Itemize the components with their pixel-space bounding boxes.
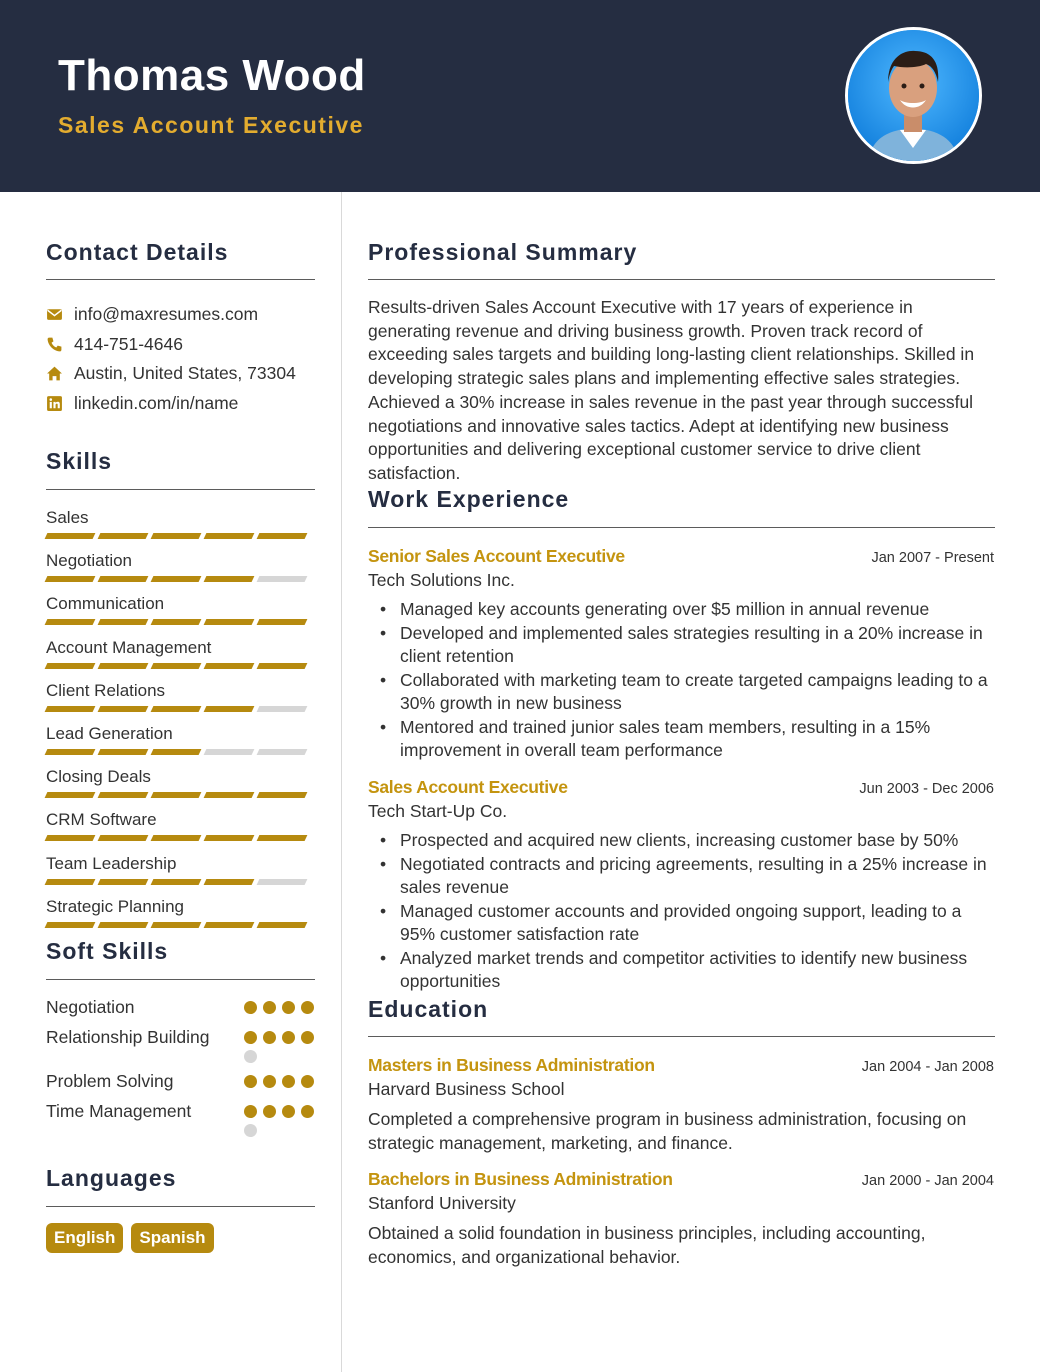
soft-skill-item — [46, 996, 316, 1019]
skill-item — [46, 852, 316, 895]
job-entry — [368, 776, 994, 994]
soft-skills-list — [46, 996, 316, 1144]
column-divider — [341, 192, 342, 1372]
skill-level-segment — [45, 749, 96, 755]
skill-label: Team Leadership — [46, 853, 177, 873]
rating-dot — [244, 1050, 257, 1063]
rating-dot — [263, 1105, 276, 1118]
skill-level-segment — [98, 749, 149, 755]
skill-level-bar — [46, 706, 316, 712]
skill-level-segment — [45, 922, 96, 928]
skill-level-segment — [204, 576, 255, 582]
candidate-title: Sales Account Executive — [58, 112, 364, 138]
skill-label: Lead Generation — [46, 723, 173, 743]
skill-level-segment — [204, 835, 255, 841]
resume-header — [0, 0, 1040, 192]
skills-rule — [46, 489, 315, 490]
education-date: Jan 2000 - Jan 2004 — [861, 1173, 994, 1189]
rating-dot — [263, 1031, 276, 1044]
contact-linkedin-text: linkedin.com/in/name — [74, 392, 239, 413]
soft-skill-item — [46, 1070, 316, 1093]
experience-rule — [368, 527, 995, 528]
skill-level-segment — [257, 619, 308, 625]
rating-dot — [282, 1031, 295, 1044]
skill-level-segment — [204, 619, 255, 625]
rating-dot — [301, 1105, 314, 1118]
education-date: Jan 2004 - Jan 2008 — [861, 1059, 994, 1075]
skill-level-segment — [257, 922, 308, 928]
skill-level-segment — [98, 879, 149, 885]
skill-level-segment — [45, 706, 96, 712]
skills-heading: Skills — [46, 448, 113, 474]
skill-level-segment — [151, 533, 202, 539]
skill-level-segment — [257, 576, 308, 582]
skill-level-segment — [45, 576, 96, 582]
job-company: Tech Solutions Inc. — [368, 570, 515, 590]
skill-item — [46, 808, 316, 851]
skill-level-segment — [151, 879, 202, 885]
skill-level-segment — [151, 792, 202, 798]
skill-level-bar — [46, 879, 316, 885]
soft-skill-rating — [244, 1070, 316, 1093]
job-bullets — [368, 598, 994, 763]
skill-label: Sales — [46, 508, 89, 527]
degree-title: Masters in Business Administration — [368, 1055, 655, 1075]
job-bullet: • Analyzed market trends and competitor activities to identify new business opportunities — [368, 947, 994, 994]
skill-level-segment — [151, 706, 202, 712]
job-bullet: • Collaborated with marketing team to create targeted campaigns leading to a 30% growth in new business — [368, 669, 994, 716]
skill-level-segment — [98, 576, 149, 582]
soft-skill-rating — [244, 996, 316, 1019]
skill-label: Strategic Planning — [46, 896, 184, 916]
education-entry — [368, 1168, 994, 1269]
rating-dot — [282, 1001, 295, 1014]
candidate-name: Thomas Wood — [58, 51, 366, 100]
language-badge: Spanish — [131, 1223, 213, 1253]
rating-dot — [244, 1001, 257, 1014]
skill-level-segment — [257, 749, 308, 755]
skill-level-segment — [151, 749, 202, 755]
contact-linkedin[interactable] — [46, 389, 316, 419]
skill-item — [46, 722, 316, 765]
profile-photo — [845, 27, 982, 164]
skill-level-segment — [204, 922, 255, 928]
rating-dot — [301, 1031, 314, 1044]
skill-level-segment — [151, 835, 202, 841]
education-description: Obtained a solid foundation in business principles, including accounting, economics, and organizational behavior. — [368, 1223, 926, 1267]
soft-skill-rating — [244, 1026, 316, 1063]
contact-address-text: Austin, United States, 73304 — [74, 363, 296, 384]
skill-level-segment — [45, 792, 96, 798]
contact-phone[interactable] — [46, 330, 316, 360]
skill-item — [46, 549, 316, 592]
skill-level-bar — [46, 749, 316, 755]
education-entry — [368, 1054, 994, 1155]
skill-level-segment — [45, 835, 96, 841]
summary-heading: Professional Summary — [368, 239, 638, 265]
skill-item — [46, 636, 316, 679]
languages-list — [46, 1223, 214, 1253]
school-name: Stanford University — [368, 1193, 516, 1213]
soft-skills-rule — [46, 979, 315, 980]
languages-rule — [46, 1206, 315, 1207]
skill-level-segment — [151, 663, 202, 669]
skill-level-segment — [45, 663, 96, 669]
contact-address — [46, 359, 316, 389]
rating-dot — [263, 1001, 276, 1014]
rating-dot — [282, 1075, 295, 1088]
skill-level-bar — [46, 792, 316, 798]
skill-item — [46, 592, 316, 635]
skill-level-segment — [98, 533, 149, 539]
rating-dot — [244, 1031, 257, 1044]
skill-label: Communication — [46, 594, 165, 614]
skill-level-segment — [151, 619, 202, 625]
skill-level-segment — [257, 835, 308, 841]
skill-label: Closing Deals — [46, 767, 151, 787]
job-date: Jan 2007 - Present — [871, 550, 994, 566]
job-bullet: • Mentored and trained junior sales team members, resulting in a 15% improvement in overall team performance — [368, 716, 994, 763]
rating-dot — [244, 1124, 257, 1137]
summary-text: Results-driven Sales Account Executive with 17 years of experience in generating revenue and driving business growth. Proven track record of exceeding sales targets and building long-lasting client relationships. Skilled in developing strategic sales plans and implementing effective sales strategies. Achieved a 30% increase in sales revenue in the past year through successful negotiations and innovative sales tactics. Adept at identifying new business opportunities and delivering exceptional customer service to drive client satisfaction. — [368, 297, 975, 483]
rating-dot — [244, 1105, 257, 1118]
job-bullet: • Negotiated contracts and pricing agreements, resulting in a 25% increase in sales revenue — [368, 853, 994, 900]
skill-level-segment — [257, 533, 308, 539]
rating-dot — [244, 1075, 257, 1088]
rating-dot — [301, 1001, 314, 1014]
job-company: Tech Start-Up Co. — [368, 801, 508, 821]
job-entry — [368, 545, 994, 763]
skill-level-segment — [204, 533, 255, 539]
language-badge: English — [46, 1223, 123, 1253]
envelope-icon — [46, 306, 74, 323]
rating-dot — [263, 1075, 276, 1088]
skill-level-bar — [46, 835, 316, 841]
contact-email-text: info@maxresumes.com — [74, 304, 259, 325]
education-heading: Education — [368, 996, 489, 1022]
skills-list — [46, 506, 316, 938]
contact-rule — [46, 279, 315, 280]
education-description: Completed a comprehensive program in business administration, focusing on strategic management, marketing, and finance. — [368, 1109, 967, 1153]
skill-item — [46, 765, 316, 808]
skill-level-segment — [257, 706, 308, 712]
skill-item — [46, 895, 316, 938]
soft-skill-label: Problem Solving — [46, 1071, 174, 1091]
skill-level-segment — [98, 792, 149, 798]
job-date: Jun 2003 - Dec 2006 — [859, 781, 994, 797]
phone-icon — [46, 336, 74, 353]
soft-skills-heading: Soft Skills — [46, 938, 169, 964]
skill-item — [46, 506, 316, 549]
skill-level-segment — [45, 533, 96, 539]
skill-level-segment — [204, 706, 255, 712]
job-bullet: • Managed customer accounts and provided ongoing support, leading to a 95% customer satisfaction rate — [368, 900, 994, 947]
skill-level-bar — [46, 576, 316, 582]
skill-label: Account Management — [46, 637, 212, 657]
school-name: Harvard Business School — [368, 1079, 565, 1099]
job-bullet: • Developed and implemented sales strategies resulting in a 20% increase in client retention — [368, 622, 994, 669]
soft-skill-item — [46, 1026, 316, 1063]
education-rule — [368, 1036, 995, 1037]
job-title: Sales Account Executive — [368, 777, 568, 797]
skill-level-segment — [204, 792, 255, 798]
home-icon — [46, 365, 74, 382]
languages-heading: Languages — [46, 1165, 177, 1191]
skill-level-segment — [98, 663, 149, 669]
skill-level-segment — [257, 879, 308, 885]
experience-heading: Work Experience — [368, 486, 570, 512]
skill-item — [46, 679, 316, 722]
skill-level-segment — [257, 792, 308, 798]
skill-level-segment — [98, 835, 149, 841]
soft-skill-label: Negotiation — [46, 997, 135, 1017]
soft-skill-item — [46, 1100, 316, 1137]
soft-skill-label: Relationship Building — [46, 1027, 210, 1047]
job-bullet: • Prospected and acquired new clients, increasing customer base by 50% — [368, 829, 994, 853]
skill-label: Client Relations — [46, 680, 166, 700]
soft-skill-label: Time Management — [46, 1101, 192, 1121]
contact-heading: Contact Details — [46, 239, 229, 265]
skill-level-bar — [46, 533, 316, 539]
contact-phone-text: 414-751-4646 — [74, 333, 183, 354]
degree-title: Bachelors in Business Administration — [368, 1169, 673, 1189]
contact-email[interactable] — [46, 300, 316, 330]
skill-level-segment — [98, 922, 149, 928]
skill-level-segment — [204, 879, 255, 885]
job-title: Senior Sales Account Executive — [368, 546, 625, 566]
rating-dot — [301, 1075, 314, 1088]
soft-skill-rating — [244, 1100, 316, 1137]
skill-level-segment — [45, 879, 96, 885]
skill-level-segment — [204, 749, 255, 755]
linkedin-icon — [46, 395, 74, 412]
skill-level-segment — [151, 922, 202, 928]
skill-level-segment — [151, 576, 202, 582]
skill-level-bar — [46, 619, 316, 625]
skill-level-segment — [98, 619, 149, 625]
job-bullets — [368, 829, 994, 994]
skill-label: Negotiation — [46, 551, 133, 571]
skill-level-segment — [98, 706, 149, 712]
skill-level-segment — [45, 619, 96, 625]
job-bullet: • Managed key accounts generating over $5 million in annual revenue — [368, 598, 994, 622]
skill-level-bar — [46, 922, 316, 928]
summary-rule — [368, 279, 995, 280]
rating-dot — [282, 1105, 295, 1118]
skill-level-segment — [257, 663, 308, 669]
skill-label: CRM Software — [46, 810, 157, 830]
skill-level-segment — [204, 663, 255, 669]
skill-level-bar — [46, 663, 316, 669]
contact-list — [46, 300, 316, 418]
